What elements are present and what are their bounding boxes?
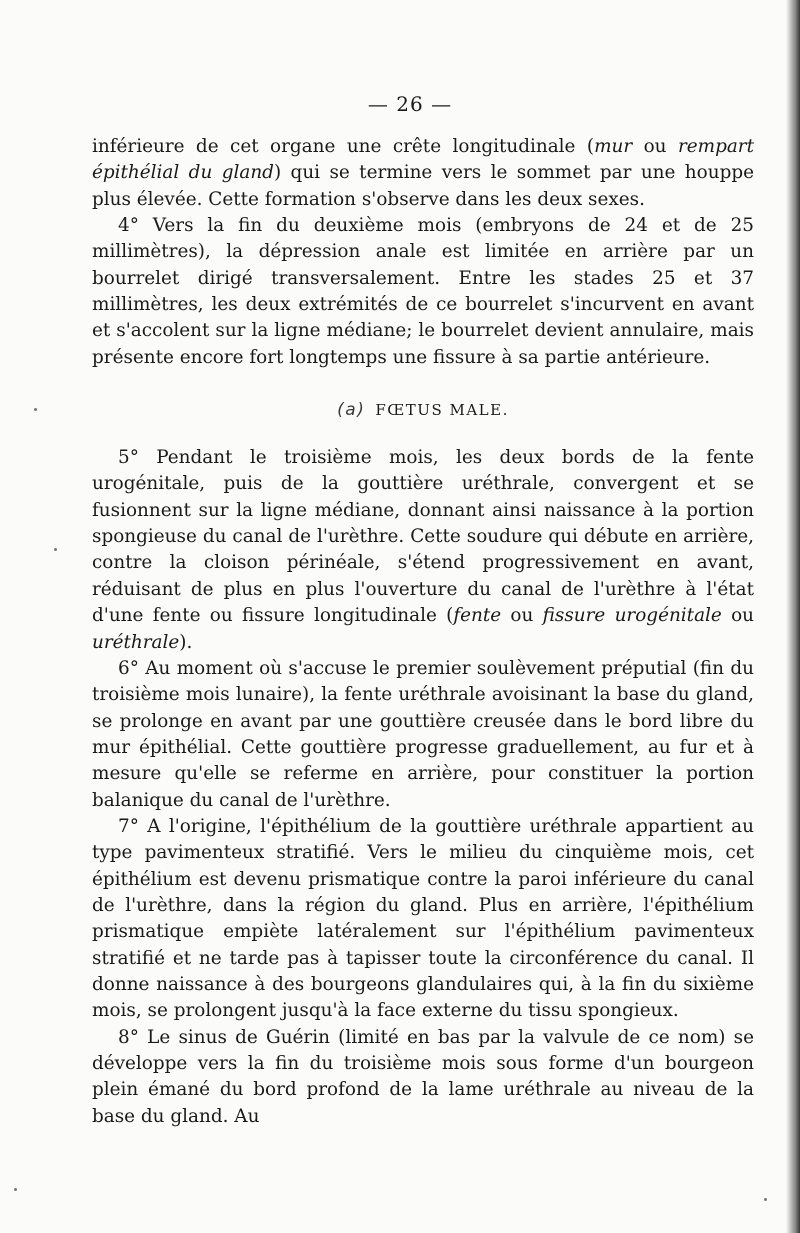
text-run: ou <box>721 605 755 627</box>
italic-term: uréthrale <box>92 631 180 653</box>
section-title: FŒTUS MALE. <box>375 401 509 420</box>
paragraph-8: 8° Le sinus de Guérin (limité en bas par la valvule de ce nom) se développe vers la fin du troisième mois sous forme d'un bourgeon plein émané du bord profond de la lame uréthrale au niveau de la base du gland. Au <box>92 1026 754 1127</box>
paragraph-5 <box>92 445 754 656</box>
italic-term: rempart épithélial du gland <box>92 136 754 184</box>
handwritten-mark: (a) <box>337 400 366 421</box>
paragraph-6: 6° Au moment où s'accuse le premier soulèvement préputial (fin du troisième mois lunaire), la fente uréthrale avoisinant la base du gland, se prolonge en avant par une gouttière creusée dans le bord libre du mur épithélial. Cette gouttière progresse graduellement, au fur et à mesure qu'elle se referme en arrière, pour constituer la portion balanique du canal de l'urèthre. <box>92 657 754 811</box>
paragraph-4: 4° Vers la fin du deuxième mois (embryons de 24 et de 25 millimètres), la dépression anale est limitée en arrière par un bourrelet dirigé transversalement. Entre les stades 25 et 37 millimètres, les deux extrémités de ce bourrelet s'incurvent en avant et s'accolent sur la ligne médiane; le bourrelet devient annulaire, mais présente encore fort longtemps une fissure à sa partie antérieure. <box>92 215 754 368</box>
paragraph-7: 7° A l'origine, l'épithélium de la gouttière uréthrale appartient au type pavimenteux stratifié. Vers le milieu du cinquième mois, cet épithélium est devenu prismatique contre la paroi inférieure du canal de l'urèthre, dans la région du gland. Plus en arrière, l'épithélium prismatique empiète latéralement sur l'épithélium pavimenteux stratifié et ne tarde pas à tapisser toute la circonférence du canal. Il donne naissance à des bourgeons glandulaires qui, à la fin du sixième mois, se prolongent jusqu'à la face externe du tissu spongieux. <box>92 815 754 1022</box>
text-run: ) qui se termine vers le sommet par une houppe plus élevée. Cette formation s'observe dans les deux sexes. <box>92 162 754 210</box>
italic-term: fissure urogénitale <box>542 605 722 627</box>
page-edge-shadow <box>786 0 800 1233</box>
text-run: ou <box>501 605 543 627</box>
paragraph-continued <box>92 134 754 213</box>
section-heading <box>92 397 754 423</box>
page-number: — 26 — <box>367 92 453 116</box>
italic-term: fente <box>453 605 502 627</box>
text-run: 5° Pendant le troisième mois, les deux bords de la fente urogénitale, puis de la gouttière uréthrale, convergent et se fusionnent sur la ligne médiane, donnant ainsi naissance à la portion spongieuse du canal de l'urèthre. Cette soudure qui débute en arrière, contre la cloison périnéale, s'étend progressivement en avant, réduisant de plus en plus l'ouverture du canal de l'urèthre à l'état d'une fente ou fissure longitudinale ( <box>92 447 754 627</box>
text-run: ). <box>179 631 193 653</box>
body-text <box>92 134 754 1130</box>
text-run: ou <box>632 136 678 157</box>
ink-speck <box>14 1188 17 1191</box>
ink-speck <box>54 548 57 551</box>
text-run: inférieure de cet organe une crête longitudinale ( <box>92 136 595 157</box>
italic-term: mur <box>594 136 633 157</box>
ink-speck <box>34 408 37 411</box>
ink-speck <box>764 1198 767 1201</box>
